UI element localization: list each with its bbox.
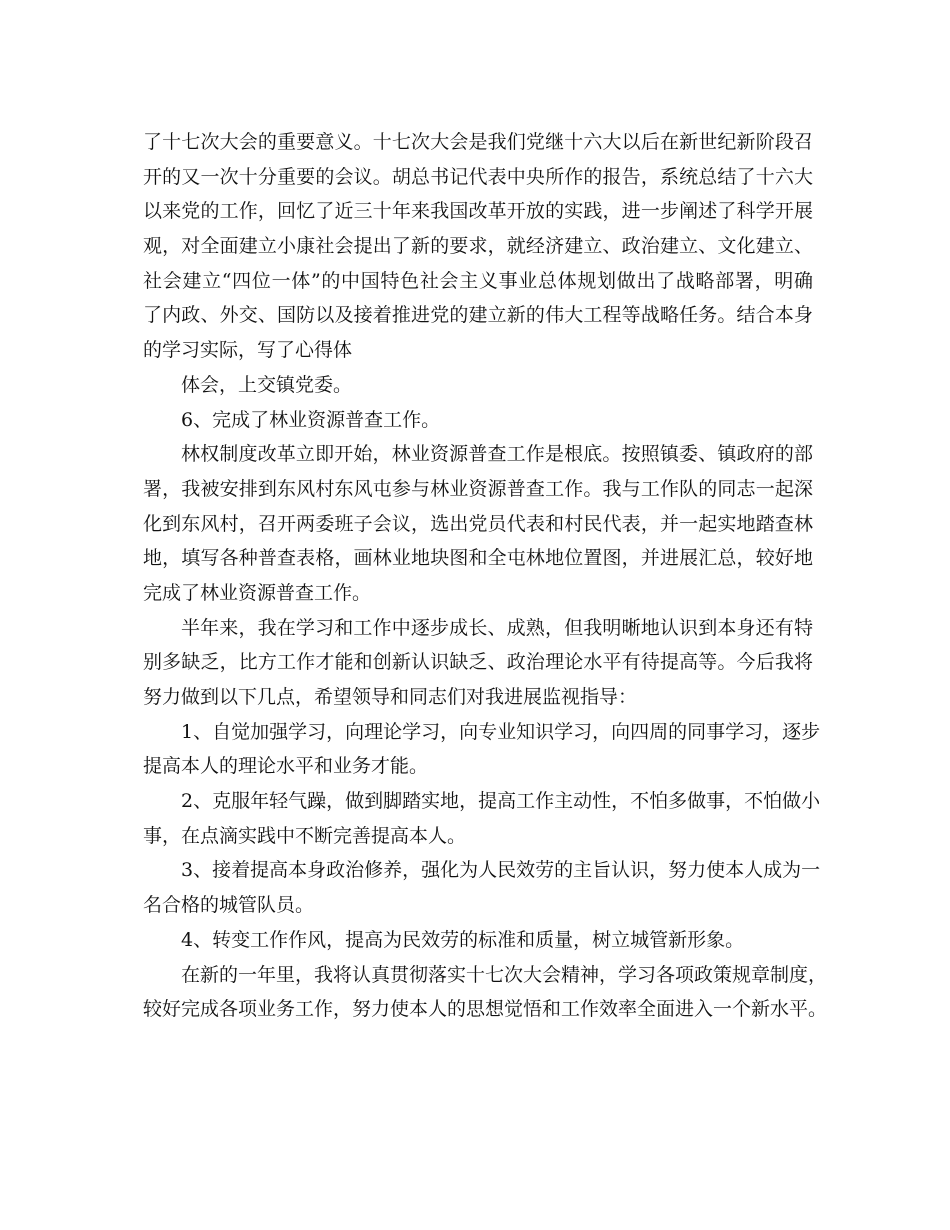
text-line: 林权制度改革立即开始，林业资源普查工作是根底。按照镇委、镇政府的部 <box>181 443 813 466</box>
list-item-1: 1、自觉加强学习，向理论学习，向专业知识学习，向四周的同事学习，逐步 <box>181 720 821 743</box>
text-line: 体会，上交镇党委。 <box>181 373 353 396</box>
text-line: 名合格的城管队员。 <box>143 894 315 917</box>
text-line: 了内政、外交、国防以及接着推进党的建立新的伟大工程等战略任务。结合本身 <box>143 304 813 327</box>
list-item-2: 2、克服年轻气躁，做到脚踏实地，提高工作主动性，不怕多做事，不怕做小 <box>181 790 821 813</box>
text-line: 较好完成各项业务工作，努力使本人的思想觉悟和工作效率全面进入一个新水平。 <box>143 998 828 1021</box>
document-body <box>143 125 828 1027</box>
text-line: 开的又一次十分重要的会议。胡总书记代表中央所作的报告，系统总结了十六大 <box>143 165 813 188</box>
text-line: 化到东风村，召开两委班子会议，选出党员代表和村民代表，并一起实地踏查林 <box>143 512 813 535</box>
text-line: 以来党的工作，回忆了近三十年来我国改革开放的实践，进一步阐述了科学开展 <box>143 200 813 223</box>
text-line: 半年来，我在学习和工作中逐步成长、成熟，但我明晰地认识到本身还有特 <box>181 616 813 639</box>
text-line: 地，填写各种普查表格，画林业地块图和全屯林地位置图，并进展汇总，较好地 <box>143 547 813 570</box>
text-line: 在新的一年里，我将认真贯彻落实十七次大会精神，学习各项政策规章制度， <box>181 963 828 986</box>
text-line: 观，对全面建立小康社会提出了新的要求，就经济建立、政治建立、文化建立、 <box>143 235 813 258</box>
text-line: 了十七次大会的重要意义。十七次大会是我们党继十六大以后在新世纪新阶段召 <box>143 131 813 153</box>
text-line: 别多缺乏，比方工作才能和创新认识缺乏、政治理论水平有待提高等。今后我将 <box>143 651 813 674</box>
text-line: 署，我被安排到东风村东风屯参与林业资源普查工作。我与工作队的同志一起深 <box>143 477 813 500</box>
text-line: 的学习实际，写了心得体 <box>143 339 353 362</box>
text-line: 事，在点滴实践中不断完善提高本人。 <box>143 824 467 847</box>
list-item-3: 3、接着提高本身政治修养，强化为人民效劳的主旨认识，努力使本人成为一 <box>181 859 821 882</box>
text-line: 提高本人的理论水平和业务才能。 <box>143 755 429 778</box>
list-item-4: 4、转变工作作风，提高为民效劳的标准和质量，树立城管新形象。 <box>181 928 745 951</box>
text-line: 努力做到以下几点，希望领导和同志们对我进展监视指导： <box>143 686 638 708</box>
text-line: 社会建立“四位一体”的中国特色社会主义事业总体规划做出了战略部署，明确 <box>143 269 813 292</box>
section-heading: 6、完成了林业资源普查工作。 <box>181 408 441 431</box>
text-line: 完成了林业资源普查工作。 <box>143 581 372 604</box>
